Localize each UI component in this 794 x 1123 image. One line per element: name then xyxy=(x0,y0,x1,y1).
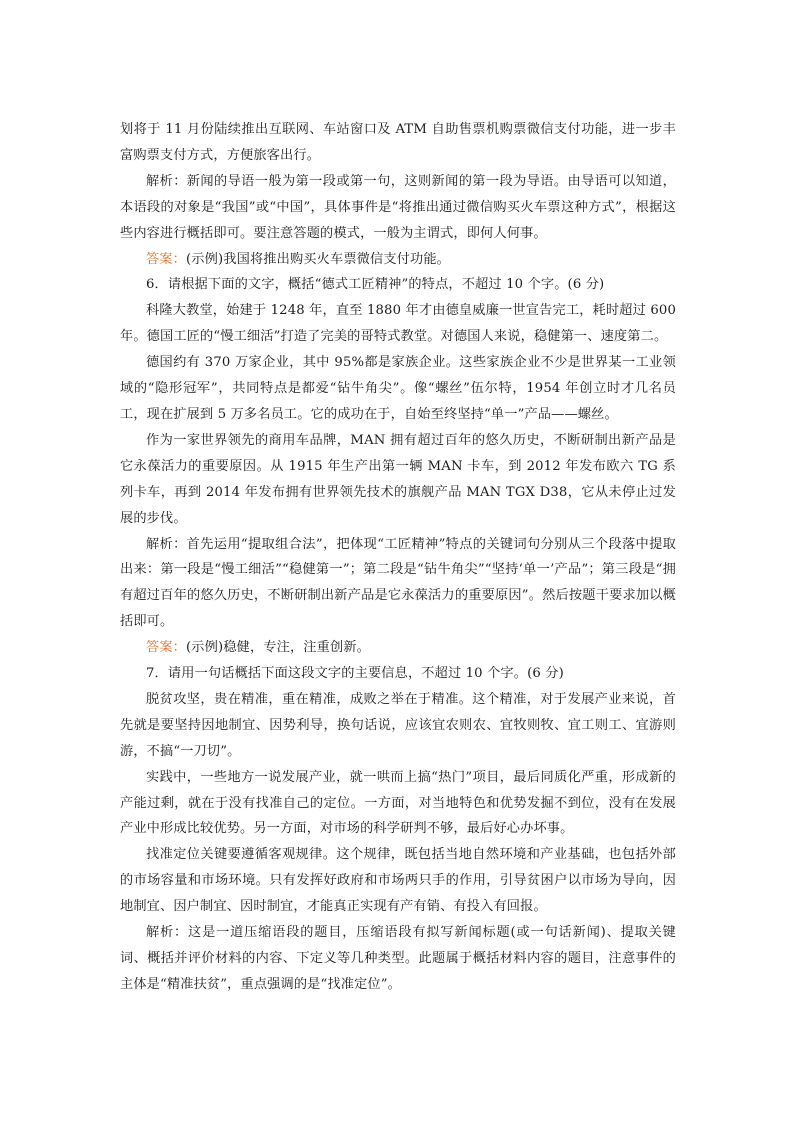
document-page xyxy=(120,117,676,998)
analysis-paragraph: 解析：首先运用“提取组合法”，把体现“工匠精神”特点的关键词句分别从三个段落中提取出来：第一段是“慢工细活”“稳健第一”；第二段是“钻牛角尖”“坚持‘单一’产品”；第三段是“拥有超过百年的悠久历史，不断研制出新产品是它永葆活力的重要原因”。然后按题干要求加以概括即可。 xyxy=(120,536,676,630)
passage-paragraph: 作为一家世界领先的商用车品牌，MAN 拥有超过百年的悠久历史，不断研制出新产品是它永葆活力的重要原因。从 1915 年生产出第一辆 MAN 卡车，到 2012 年发布欧六 TG 系列卡车，再到 2014 年发布拥有世界领先技术的旗舰产品 MAN TGX D38，它从未停止过发展的步伐。 xyxy=(120,432,676,526)
passage-paragraph: 脱贫攻坚，贵在精准，重在精准，成败之举在于精准。这个精准，对于发展产业来说，首先就是要坚持因地制宜、因势利导，换句话说，应该宜农则农、宜牧则牧、宜工则工、宜游则游，不搞“一刀切”。 xyxy=(120,691,676,759)
passage-paragraph: 找准定位关键要遵循客观规律。这个规律，既包括当地自然环境和产业基础，也包括外部的市场容量和市场环境。只有发挥好政府和市场两只手的作用，引导贫困户以市场为导向，因地制宜、因户制宜、因时制宜，才能真正实现有产有销、有投入有回报。 xyxy=(120,847,676,915)
answer-text: (示例)我国将推出购买火车票微信支付功能。 xyxy=(186,251,451,267)
question-7: 7．请用一句话概括下面这段文字的主要信息，不超过 10 个字。(6 分) xyxy=(146,666,564,682)
question-6: 6．请根据下面的文字，概括“德式工匠精神”的特点，不超过 10 个字。(6 分) xyxy=(146,277,605,293)
answer-label: 答案： xyxy=(146,640,187,656)
analysis-paragraph: 解析：新闻的导语一般为第一段或第一句，这则新闻的第一段为导语。由导语可以知道，本语段的对象是“我国”或“中国”，具体事件是“将推出通过微信购买火车票这种方式”，根据这些内容进行概括即可。要注意答题的模式，一般为主谓式，即何人何事。 xyxy=(120,173,676,241)
analysis-paragraph: 解析：这是一道压缩语段的题目，压缩语段有拟写新闻标题(或一句话新闻)、提取关键词、概括并评价材料的内容、下定义等几种类型。此题属于概括材料内容的题目，注意事件的主体是“精准扶贫”，重点强调的是“找准定位”。 xyxy=(120,925,676,992)
answer-text: (示例)稳健，专注，注重创新。 xyxy=(186,640,370,656)
passage-paragraph: 德国约有 370 万家企业，其中 95%都是家族企业。这些家族企业不少是世界某一工业领域的“隐形冠军”，共同特点是都爱“钻牛角尖”。像“螺丝”伍尔特，1954 年创立时才几名员工，现在扩展到 5 万多名员工。它的成功在于，自始至终坚持“单一”产品——螺丝。 xyxy=(120,355,676,422)
paragraph-continuation: 划将于 11 月份陆续推出互联网、车站窗口及 ATM 自助售票机购票微信支付功能，进一步丰富购票支付方式，方便旅客出行。 xyxy=(120,122,676,163)
answer-paragraph xyxy=(120,247,676,273)
answer-label: 答案： xyxy=(146,251,187,267)
passage-paragraph: 实践中，一些地方一说发展产业，就一哄而上搞“热门”项目，最后同质化严重，形成新的产能过剩，就在于没有找准自己的定位。一方面，对当地特色和优势发掘不到位，没有在发展产业中形成比较优势。另一方面，对市场的科学研判不够，最后好心办坏事。 xyxy=(120,769,676,837)
answer-paragraph xyxy=(120,635,676,661)
passage-paragraph: 科隆大教堂，始建于 1248 年，直至 1880 年才由德皇威廉一世宣告完工，耗时超过 600 年。德国工匠的“慢工细活”打造了完美的哥特式教堂。对德国人来说，稳健第一、速度第二。 xyxy=(120,303,676,345)
